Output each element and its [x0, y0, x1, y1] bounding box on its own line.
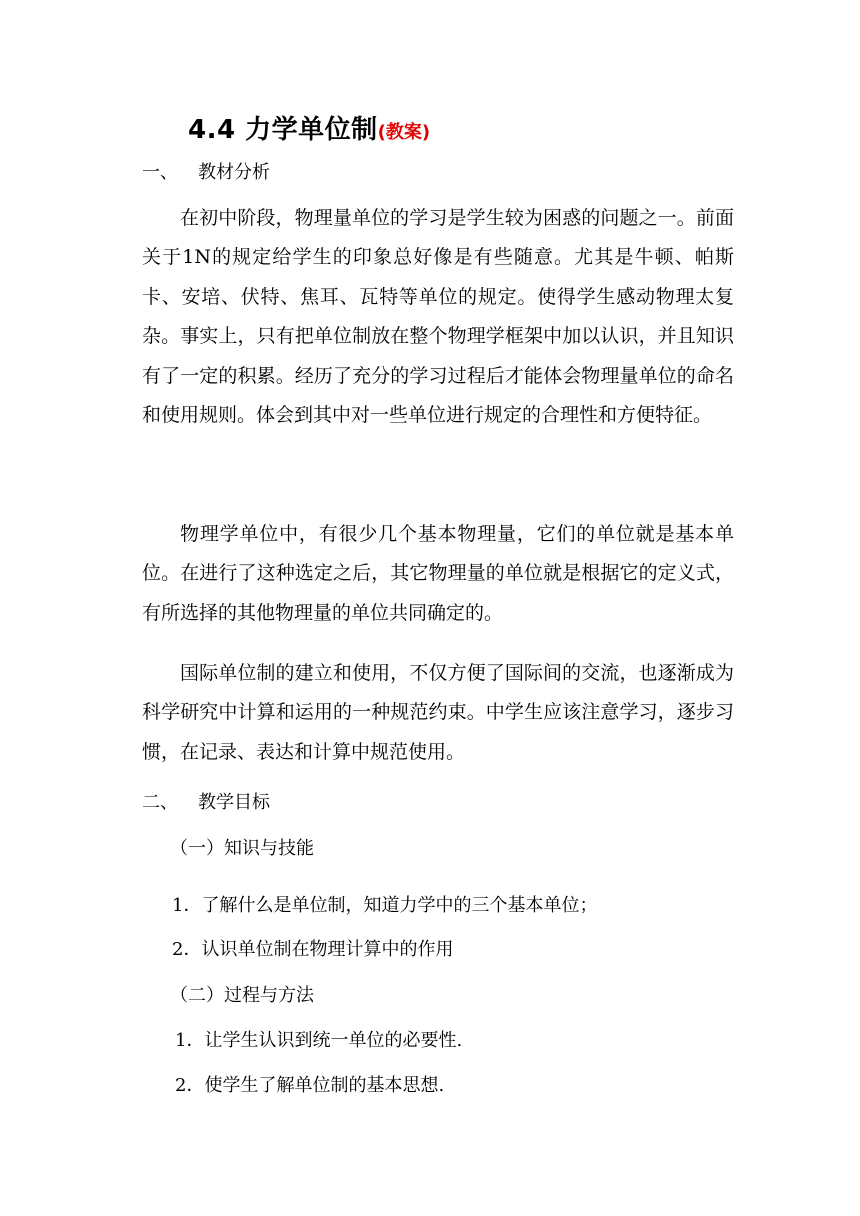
section-heading-1 — [142, 160, 270, 186]
section-heading-2 — [142, 790, 270, 816]
paragraph-2: 物理学单位中，有很少几个基本物理量，它们的单位就是基本单位。在进行了这种选定之后，其它物理量的单位就是根据它的定义式，有所选择的其他物理量的单位共同确定的。 — [142, 523, 734, 624]
title-suffix: (教案) — [377, 122, 431, 143]
list-item: 1．让学生认识到统一单位的必要性. — [175, 1030, 463, 1051]
list-item: 2．认识单位制在物理计算中的作用 — [172, 939, 454, 960]
section-heading-text: 教材分析 — [198, 162, 270, 183]
document-title — [188, 112, 430, 151]
list-item: 2．使学生了解单位制的基本思想. — [175, 1075, 445, 1096]
section-number: 一、 — [142, 162, 178, 183]
title-text: 4.4 力学单位制 — [188, 115, 378, 145]
subheading-knowledge-skills: （一）知识与技能 — [170, 838, 314, 859]
subheading-process-method: （二）过程与方法 — [170, 985, 314, 1006]
list-item: 1．了解什么是单位制，知道力学中的三个基本单位； — [172, 895, 598, 916]
paragraph-1: 在初中阶段，物理量单位的学习是学生较为困惑的问题之一。前面关于1N的规定给学生的印象总好像是有些随意。尤其是牛顿、帕斯卡、安培、伏特、焦耳、瓦特等单位的规定。使得学生感动物理太复杂。事实上，只有把单位制放在整个物理学框架中加以认识，并且知识有了一定的积累。经历了充分的学习过程后才能体会物理量单位的命名和使用规则。体会到其中对一些单位进行规定的合理性和方便特征。 — [142, 207, 734, 427]
section-number: 二、 — [142, 792, 178, 813]
section-heading-text: 教学目标 — [198, 792, 270, 813]
paragraph-3: 国际单位制的建立和使用，不仅方便了国际间的交流，也逐渐成为科学研究中计算和运用的一种规范约束。中学生应该注意学习，逐步习惯，在记录、表达和计算中规范使用。 — [142, 662, 734, 763]
